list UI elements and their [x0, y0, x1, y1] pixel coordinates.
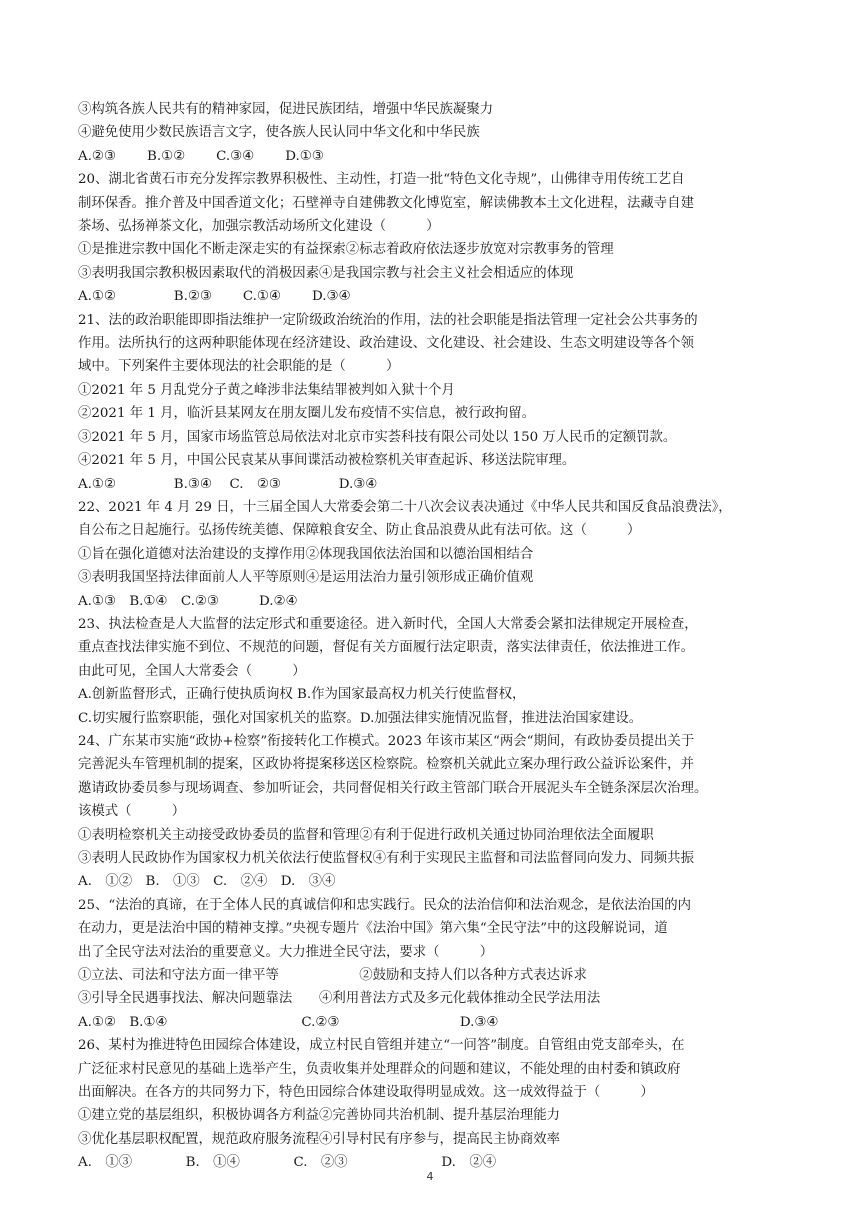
text-line: 域中。下列案件主要体现法的社会职能的是（ ）: [78, 359, 400, 375]
text-line: ④2021 年 5 月，中国公民袁某从事间谍活动被检察机关审查起诉、移送法院审理。: [78, 453, 576, 469]
text-line: 邀请政协委员参与现场调查、参加听证会，共同督促相关行政主管部门联合开展泥头车全链条深层次治理。: [78, 780, 708, 796]
text-line: ①2021 年 5 月乱党分子黄之峰涉非法集结罪被判如入狱十个月: [78, 382, 455, 398]
text-line: 在动力，更是法治中国的精神支撑。”央视专题片《法治中国》第六集“全民守法”中的这段解说词，道: [78, 921, 668, 937]
text-line: ①建立党的基层组织，积极协调各方利益②完善协同共治机制、提升基层治理能力: [78, 1108, 561, 1124]
text-line: 20、湖北省黄石市充分发挥宗教界积极性、主动性，打造一批“特色文化寺规”，山佛律寺用传统工艺自: [78, 172, 685, 188]
text-line: 自公布之日起施行。弘扬传统美德、保障粮食安全、防止食品浪费从此有法可依。这（ ）: [78, 523, 641, 539]
document-body: [78, 98, 790, 1175]
text-line: ③2021 年 5 月，国家市场监管总局依法对北京市实荟科技有限公司处以 150 万人民币的定额罚款。: [78, 429, 677, 445]
text-line: A. ①③ B. ①④ C. ②③ D. ②④: [78, 1155, 497, 1171]
text-line: A.①③ B.①④ C.②③ D.②④: [78, 593, 298, 609]
text-line: C.切实履行监察职能，强化对国家机关的监察。D.加强法律实施情况监督，推进法治国家建设。: [78, 710, 643, 726]
text-line: ④避免使用少数民族语言文字，使各族人民认同中华文化和中华民族: [78, 125, 480, 141]
page-number: 4: [426, 1170, 434, 1183]
text-line: A.创新监督形式，正确行使执质询权 B.作为国家最高权力机关行使监督权，: [78, 687, 526, 703]
text-line: ③表明我国坚持法律面前人人平等原则④是运用法治力量引领形成正确价值观: [78, 570, 534, 586]
text-line: ①旨在强化道德对法治建设的支撑作用②体现我国依法治国和以德治国相结合: [78, 546, 534, 562]
text-line: ③构筑各族人民共有的精神家园，促进民族团结，增强中华民族凝聚力: [78, 102, 494, 117]
text-line: 25、“法治的真谛，在于全体人民的真诚信仰和忠实践行。民众的法治信仰和法治观念，是依法治国的内: [78, 897, 692, 913]
text-line: 广泛征求村民意见的基础上选举产生，负责收集并处理群众的问题和建议，不能处理的由村委和镇政府: [78, 1061, 681, 1077]
text-line: A. ①② B. ①③ C. ②④ D. ③④: [78, 874, 336, 890]
text-line: 24、广东某市实施“政协+检察”衔接转化工作模式。2023 年该市某区“两会“期间，有政协委员提出关于: [78, 733, 695, 749]
text-line: 23、执法检查是人大监督的法定形式和重要途径。进入新时代，全国人大常委会紧扣法律规定开展检查，: [78, 616, 698, 632]
text-line: 完善泥头车管理机制的提案，区政协将提案移送区检察院。检察机关就此立案办理行政公益诉讼案件，并: [78, 757, 694, 773]
text-line: 茶场、弘扬禅茶文化，加强宗教活动场所文化建设（ ）: [78, 219, 440, 235]
text-line: A.②③ B.①② C.③④ D.①③: [78, 148, 324, 164]
text-line: A.①② B.③④ C. ②③ D.③④: [78, 476, 378, 492]
text-line: 22、2021 年 4 月 29 日，十三届全国人大常委会第二十八次会议表决通过《中华人民共和国反食品浪费法》，: [78, 499, 732, 515]
text-line: ①是推进宗教中国化不断走深走实的有益探索②标志着政府依法逐步放宽对宗教事务的管理: [78, 242, 614, 258]
text-line: 由此可见，全国人大常委会（ ）: [78, 663, 306, 679]
text-line: ③表明人民政协作为国家权力机关依法行使监督权④有利于实现民主监督和司法监督同向发力、同频共振: [78, 851, 694, 866]
text-line: 21、法的政治职能即即指法维护一定阶级政治统治的作用，法的社会职能是指法管理一定社会公共事务的: [78, 312, 698, 328]
text-line: 作用。法所执行的这两种职能体现在经济建设、政治建设、文化建设、社会建设、生态文明建设等各个领: [78, 336, 694, 352]
text-line: ①立法、司法和守法方面一律平等 ②鼓励和支持人们以各种方式表达诉求: [78, 968, 587, 984]
text-line: ①表明检察机关主动接受政协委员的监督和管理②有利于促进行政机关通过协同治理依法全面履职: [78, 827, 654, 843]
text-line: ②2021 年 1 月，临沂县某网友在朋友圈儿发布疫情不实信息，被行政拘留。: [78, 406, 536, 422]
text-line: 出面解决。在各方的共同努力下，特色田园综合体建设取得明显成效。这一成效得益于（ ）: [78, 1085, 654, 1101]
text-line: 出了全民守法对法治的重要意义。大力推进全民守法，要求（ ）: [78, 944, 494, 960]
text-line: 该模式（ ）: [78, 804, 186, 820]
text-line: A.①② B.②③ C.①④ D.③④: [78, 289, 351, 305]
text-line: 制环保香。推介普及中国香道文化；石壁禅寺自建佛教文化博览室，解读佛教本土文化进程，法藏寺自建: [78, 195, 694, 211]
text-line: 重点查找法律实施不到位、不规范的问题，督促有关方面履行法定职责，落实法律责任，依法推进工作。: [78, 640, 694, 656]
text-line: A.①② B.①④ C.②③ D.③④: [78, 1014, 499, 1030]
text-line: ③优化基层职权配置，规范政府服务流程④引导村民有序参与，提高民主协商效率: [78, 1131, 561, 1147]
text-line: ③引导全民遇事找法、解决问题靠法 ④利用普法方式及多元化载体推动全民学法用法: [78, 991, 601, 1007]
text-line: ③表明我国宗教积极因素取代的消极因素④是我国宗教与社会主义社会相适应的体现: [78, 265, 574, 281]
text-line: 26、某村为推进特色田园综合体建设，成立村民自管组并建立“一问答”制度。自管组由党支部牵头，在: [78, 1038, 685, 1054]
